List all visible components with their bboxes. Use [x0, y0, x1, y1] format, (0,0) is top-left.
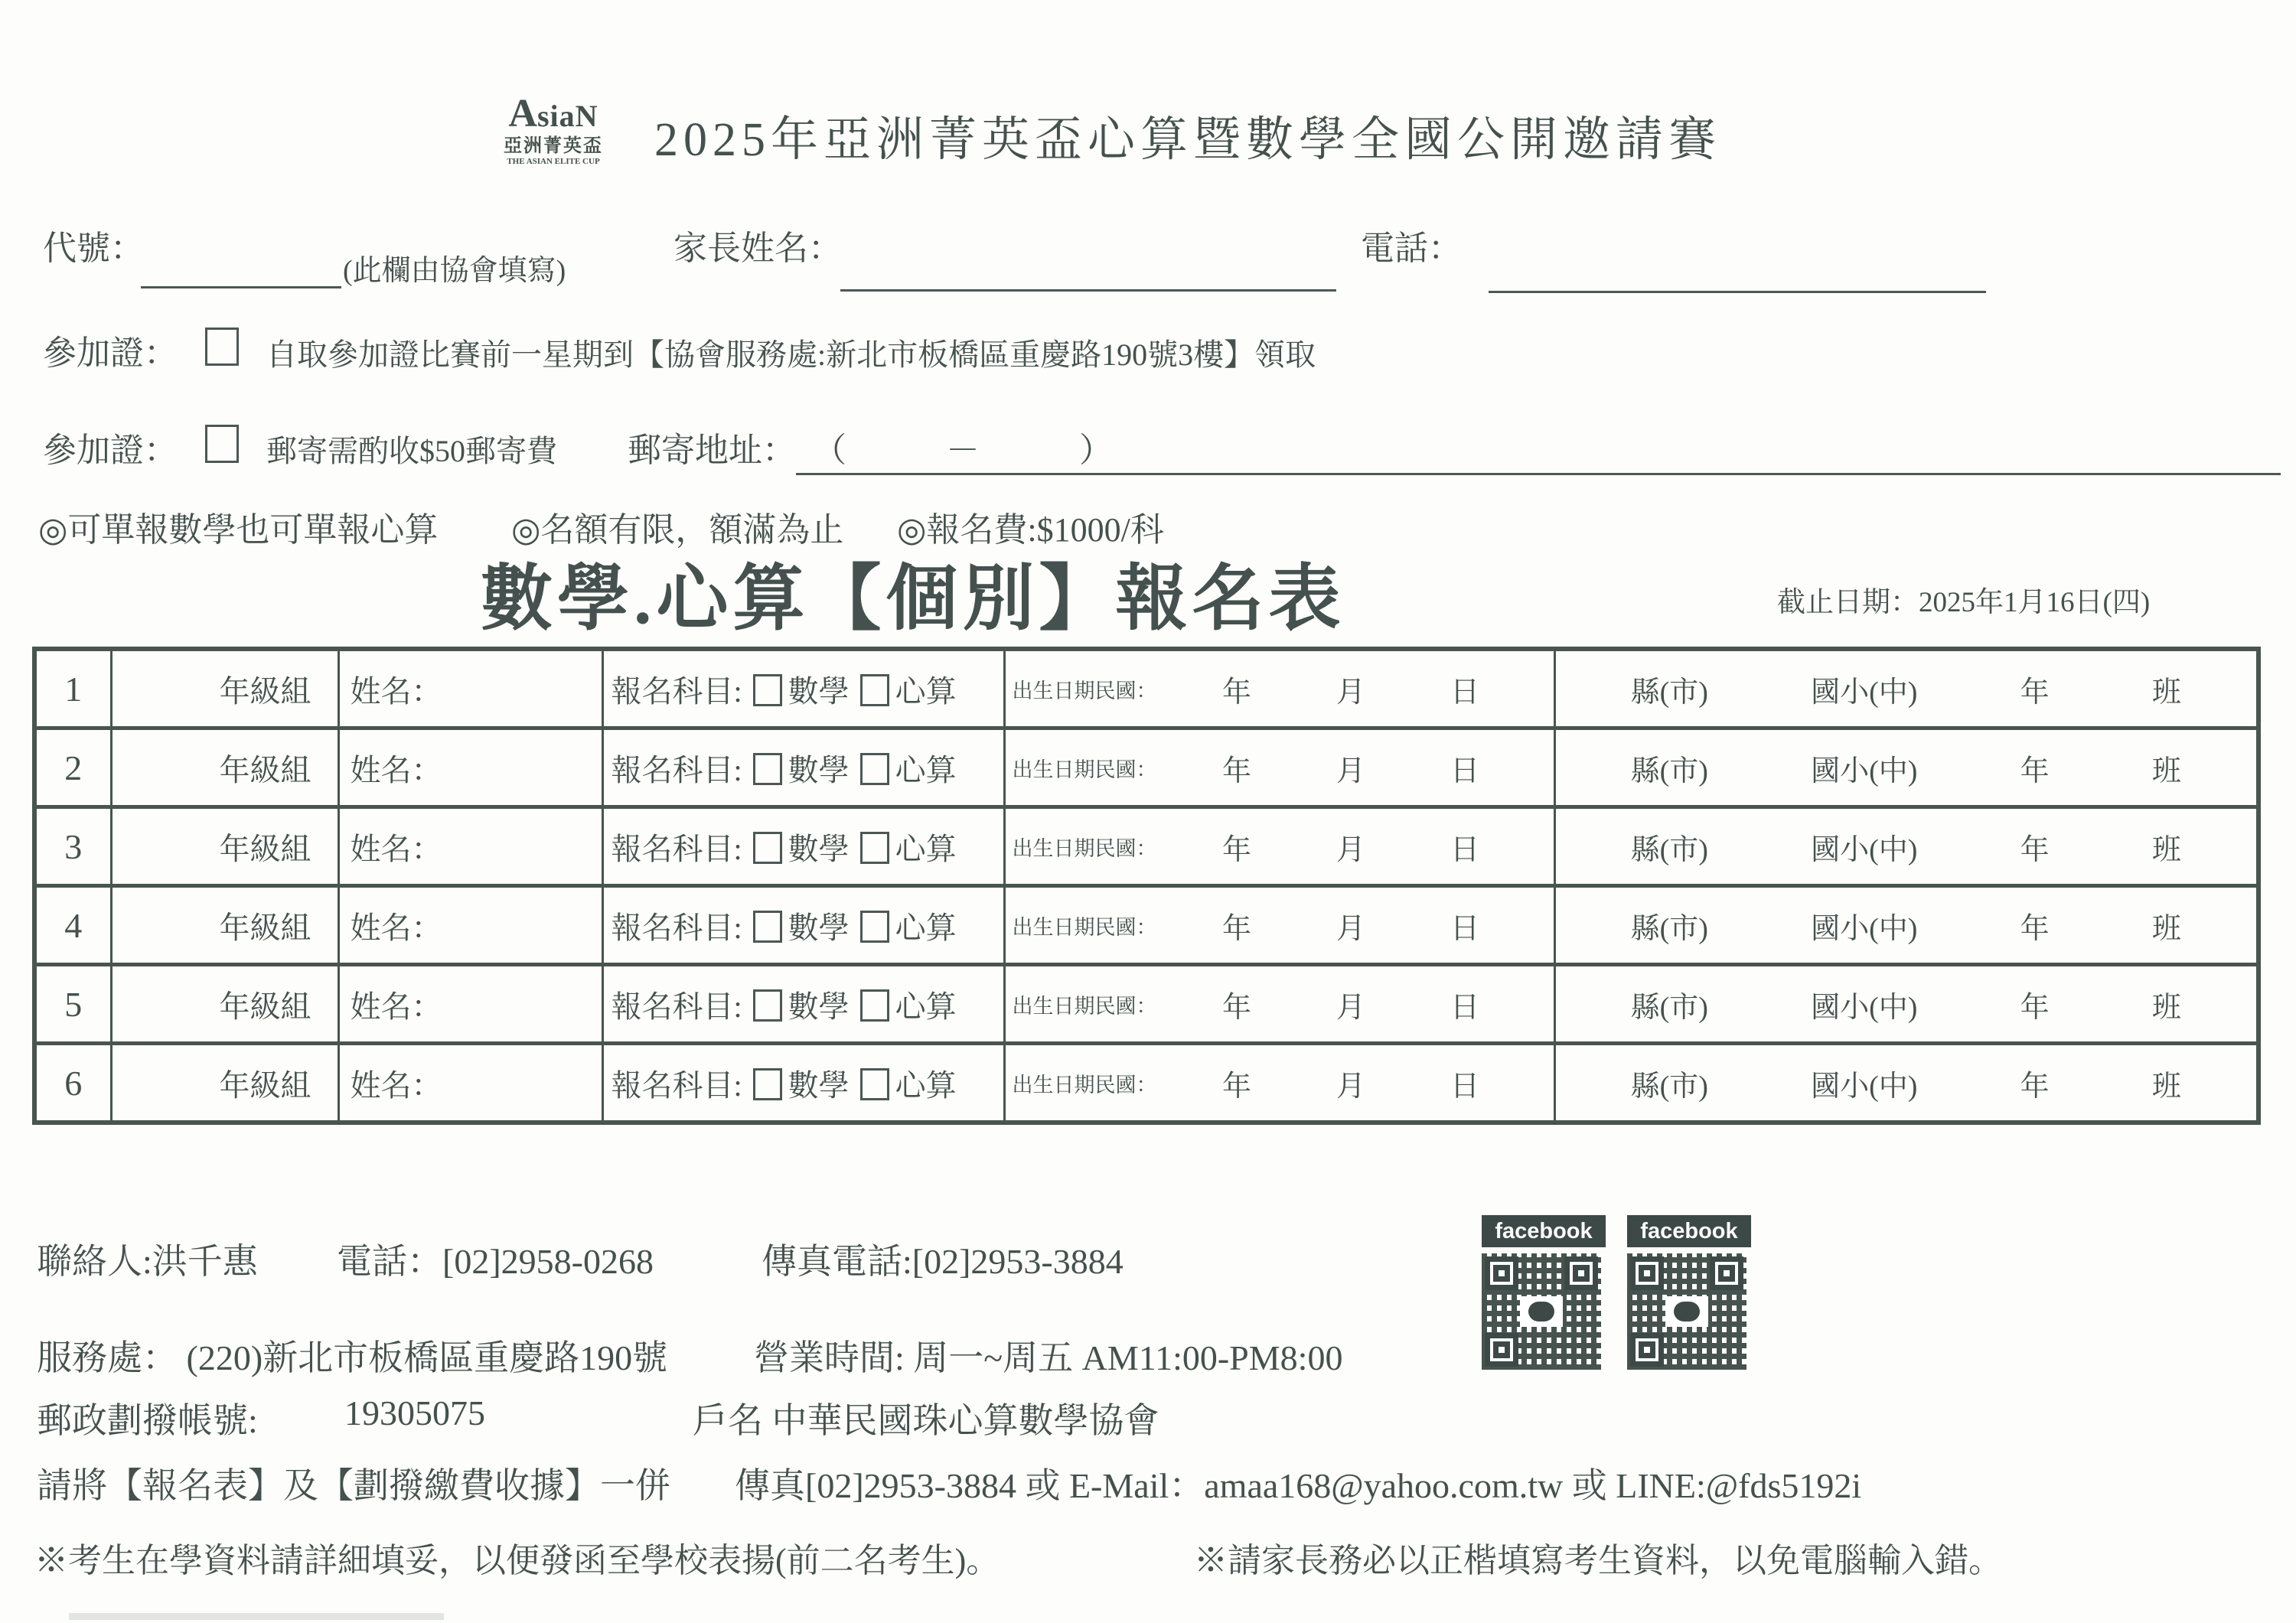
office-address: 服務處： (220)新北市板橋區重慶路190號	[37, 1338, 668, 1377]
note-single-subject: ◎可單報數學也可單報心算	[38, 511, 439, 549]
birthdate-label: 出生日期民國：	[1012, 758, 1157, 781]
school-cell[interactable]	[1554, 728, 2258, 807]
grade-group-label: 年級組	[219, 1067, 311, 1103]
county-label: 縣(市)	[1630, 912, 1708, 945]
note-limited-quota: ◎名額有限，額滿為止	[511, 511, 844, 549]
math-checkbox[interactable]	[753, 989, 782, 1022]
table-row	[34, 649, 2258, 728]
logo-sub-text: THE ASIAN ELITE CUP	[507, 156, 600, 166]
name-label: 姓名：	[350, 831, 442, 866]
grade-group-label: 年級組	[219, 989, 311, 1024]
grade-group-cell[interactable]	[111, 886, 338, 965]
school-label: 國小(中)	[1811, 991, 1918, 1024]
subject-cell	[602, 649, 1004, 728]
abacus-label: 心算	[895, 673, 957, 709]
subject-label: 報名科目:	[611, 989, 742, 1024]
note-fee: ◎報名費:$1000/科	[897, 511, 1164, 549]
math-label: 數學	[788, 673, 850, 709]
school-cell[interactable]	[1554, 649, 2258, 728]
month-label: 月	[1336, 754, 1365, 787]
day-label: 日	[1450, 676, 1479, 709]
name-label: 姓名：	[350, 910, 442, 945]
county-label: 縣(市)	[1630, 754, 1708, 787]
table-row	[34, 807, 2258, 886]
school-year-label: 年	[2020, 991, 2050, 1024]
subject-cell	[602, 1044, 1004, 1123]
abacus-label: 心算	[895, 910, 957, 945]
school-cell[interactable]	[1554, 886, 2258, 965]
abacus-label: 心算	[895, 752, 957, 787]
county-label: 縣(市)	[1630, 1070, 1708, 1103]
business-hours: 營業時間: 周一~周五 AM11:00-PM8:00	[754, 1338, 1343, 1377]
name-cell[interactable]	[338, 807, 602, 886]
math-checkbox[interactable]	[753, 1068, 782, 1100]
phone-input-blank[interactable]	[1489, 289, 1986, 293]
abacus-label: 心算	[895, 989, 957, 1024]
asian-elite-cup-logo	[504, 93, 603, 166]
mail-address-label: 郵寄地址：	[628, 432, 796, 469]
school-class-label: 班	[2151, 991, 2181, 1024]
subject-label: 報名科目:	[611, 752, 742, 787]
row-number: 2	[34, 728, 111, 807]
birthdate-label: 出生日期民國：	[1012, 1073, 1157, 1097]
table-row	[34, 728, 2258, 807]
day-label: 日	[1450, 754, 1479, 787]
table-row	[34, 1044, 2258, 1123]
subject-label: 報名科目:	[611, 831, 742, 866]
birthdate-label: 出生日期民國：	[1012, 915, 1157, 939]
logo-zh-text: 亞洲菁英盃	[504, 135, 603, 156]
cert1-label: 參加證：	[43, 334, 178, 372]
row-number: 3	[34, 807, 111, 886]
qr-center-logo-2	[1665, 1296, 1708, 1327]
postal-account-name: 戶名 中華民國珠心算數學協會	[693, 1401, 1159, 1440]
county-label: 縣(市)	[1630, 991, 1708, 1024]
abacus-label: 心算	[895, 831, 957, 866]
abacus-checkbox[interactable]	[860, 989, 889, 1022]
month-label: 月	[1336, 912, 1365, 945]
logo-letter-a: A	[508, 92, 537, 135]
row-number: 5	[34, 965, 111, 1044]
parent-name-input-blank[interactable]	[840, 288, 1336, 292]
abacus-checkbox[interactable]	[860, 674, 889, 706]
name-label: 姓名：	[350, 673, 442, 709]
day-label: 日	[1450, 1070, 1479, 1103]
county-label: 縣(市)	[1630, 833, 1708, 866]
grade-group-cell[interactable]	[111, 1044, 338, 1123]
school-year-label: 年	[2020, 754, 2050, 787]
facebook-qr-code-2	[1627, 1253, 1746, 1370]
year-label: 年	[1221, 833, 1251, 866]
name-cell[interactable]	[338, 886, 602, 965]
birthdate-label: 出生日期民國：	[1012, 836, 1157, 860]
grade-group-cell[interactable]	[111, 728, 338, 807]
abacus-checkbox[interactable]	[860, 911, 889, 943]
birthdate-cell[interactable]	[1004, 728, 1554, 807]
school-label: 國小(中)	[1811, 833, 1918, 866]
school-class-label: 班	[2151, 676, 2181, 709]
grade-group-label: 年級組	[219, 673, 311, 709]
mail-address-input-blank[interactable]	[796, 471, 2281, 475]
year-label: 年	[1221, 991, 1251, 1024]
subject-cell	[602, 886, 1004, 965]
deadline-text: 截止日期：2025年1月16日(四)	[1777, 587, 2151, 618]
day-label: 日	[1450, 912, 1479, 945]
postal-account-label: 郵政劃撥帳號:	[37, 1401, 258, 1440]
school-class-label: 班	[2151, 912, 2181, 945]
month-label: 月	[1336, 1070, 1365, 1103]
school-label: 國小(中)	[1811, 676, 1918, 709]
abacus-checkbox[interactable]	[860, 753, 889, 785]
name-label: 姓名：	[350, 752, 442, 787]
school-year-label: 年	[2020, 833, 2050, 866]
cert2-label: 參加證：	[43, 432, 178, 469]
school-year-label: 年	[2020, 676, 2050, 709]
subject-label: 報名科目:	[611, 1067, 742, 1103]
day-label: 日	[1450, 833, 1479, 866]
row-number: 6	[34, 1044, 111, 1123]
day-label: 日	[1450, 991, 1479, 1024]
facebook-qr-block-2	[1627, 1215, 1751, 1370]
birthdate-label: 出生日期民國：	[1012, 679, 1157, 702]
school-cell[interactable]	[1554, 807, 2258, 886]
subject-cell	[602, 728, 1004, 807]
code-input-blank[interactable]	[141, 285, 341, 288]
facebook-logo-2: facebook	[1627, 1215, 1751, 1247]
name-label: 姓名：	[350, 1067, 442, 1103]
remark-school-info: ※考生在學資料請詳細填妥，以便發函至學校表揚(前二名考生)。	[34, 1542, 1000, 1579]
grade-group-label: 年級組	[219, 910, 311, 945]
row-number: 4	[34, 886, 111, 965]
cert1-text: 自取參加證比賽前一星期到【協會服務處:新北市板橋區重慶路190號3樓】領取	[266, 337, 1316, 372]
remark-print-clearly: ※請家長務必以正楷填寫考生資料，以免電腦輸入錯。	[1194, 1542, 2002, 1579]
contact-fax: 傳真電話:[02]2953-3884	[762, 1242, 1124, 1281]
cert1-pickup-checkbox[interactable]	[205, 328, 239, 366]
school-class-label: 班	[2151, 754, 2181, 787]
month-label: 月	[1336, 676, 1365, 709]
send-instruction: 請將【報名表】及【劃撥繳費收據】一併	[37, 1466, 670, 1505]
year-label: 年	[1221, 912, 1251, 945]
abacus-checkbox[interactable]	[860, 832, 889, 864]
school-class-label: 班	[2151, 833, 2181, 866]
facebook-logo-1: facebook	[1482, 1215, 1606, 1247]
grade-group-label: 年級組	[219, 752, 311, 787]
school-cell[interactable]	[1554, 965, 2258, 1044]
section-title: 數學.心算【個別】報名表	[481, 559, 1345, 639]
subject-label: 報名科目:	[611, 910, 742, 945]
school-label: 國小(中)	[1811, 1070, 1918, 1103]
table-row	[34, 886, 2258, 965]
facebook-qr-block-1	[1482, 1215, 1606, 1370]
page-title: 2025年亞洲菁英盃心算暨數學全國公開邀請賽	[654, 114, 1722, 166]
subject-label: 報名科目:	[611, 673, 742, 709]
name-cell[interactable]	[338, 728, 602, 807]
qr-center-logo-1	[1520, 1296, 1563, 1327]
cert2-mail-checkbox[interactable]	[205, 425, 239, 463]
month-label: 月	[1336, 833, 1365, 866]
postal-account-number: 19305075	[344, 1393, 485, 1432]
math-label: 數學	[788, 831, 850, 866]
math-label: 數學	[788, 752, 850, 787]
month-label: 月	[1336, 991, 1365, 1024]
registration-table-body	[34, 649, 2258, 1123]
school-year-label: 年	[2020, 912, 2050, 945]
math-label: 數學	[788, 910, 850, 945]
contact-person: 聯絡人:洪千惠	[37, 1242, 258, 1281]
math-checkbox[interactable]	[753, 832, 782, 864]
name-cell[interactable]	[338, 1044, 602, 1123]
year-label: 年	[1221, 754, 1251, 787]
year-label: 年	[1221, 676, 1251, 709]
registration-table	[32, 647, 2261, 1125]
birthdate-label: 出生日期民國：	[1012, 994, 1157, 1018]
scan-artifact	[69, 1613, 444, 1620]
code-note: (此欄由協會填寫)	[343, 255, 566, 287]
abacus-checkbox[interactable]	[860, 1068, 889, 1100]
school-year-label: 年	[2020, 1070, 2050, 1103]
subject-cell	[602, 807, 1004, 886]
subject-cell	[602, 965, 1004, 1044]
math-checkbox[interactable]	[753, 911, 782, 943]
birthdate-cell[interactable]	[1004, 965, 1554, 1044]
grade-group-cell[interactable]	[111, 807, 338, 886]
birthdate-cell[interactable]	[1004, 807, 1554, 886]
code-label: 代號：	[43, 230, 144, 267]
math-label: 數學	[788, 1067, 850, 1103]
name-label: 姓名：	[350, 989, 442, 1024]
school-cell[interactable]	[1554, 1044, 2258, 1123]
math-checkbox[interactable]	[753, 753, 782, 785]
name-cell[interactable]	[338, 649, 602, 728]
table-row	[34, 965, 2258, 1044]
send-channels: 傳真[02]2953-3884 或 E-Mail：amaa168@yahoo.com.tw 或 LINE:@fds5192i	[735, 1466, 1862, 1505]
phone-label: 電話：	[1361, 230, 1462, 267]
grade-group-label: 年級組	[219, 831, 311, 866]
grade-group-cell[interactable]	[111, 649, 338, 728]
name-cell[interactable]	[338, 965, 602, 1044]
row-number: 1	[34, 649, 111, 728]
birthdate-cell[interactable]	[1004, 1044, 1554, 1123]
grade-group-cell[interactable]	[111, 965, 338, 1044]
mail-address-paren: （ － ）	[813, 432, 1124, 469]
birthdate-cell[interactable]	[1004, 886, 1554, 965]
abacus-label: 心算	[895, 1067, 957, 1103]
parent-name-label: 家長姓名：	[673, 230, 842, 267]
cert2-text: 郵寄需酌收$50郵寄費	[266, 434, 557, 468]
logo-en-text: siaN	[536, 99, 598, 133]
birthdate-cell[interactable]	[1004, 649, 1554, 728]
county-label: 縣(市)	[1630, 676, 1708, 709]
school-class-label: 班	[2151, 1070, 2181, 1103]
school-label: 國小(中)	[1811, 912, 1918, 945]
facebook-qr-code-1	[1482, 1253, 1601, 1370]
school-label: 國小(中)	[1811, 754, 1918, 787]
math-label: 數學	[788, 989, 850, 1024]
contact-phone: 電話：[02]2958-0268	[337, 1242, 654, 1281]
math-checkbox[interactable]	[753, 674, 782, 706]
year-label: 年	[1221, 1070, 1251, 1103]
